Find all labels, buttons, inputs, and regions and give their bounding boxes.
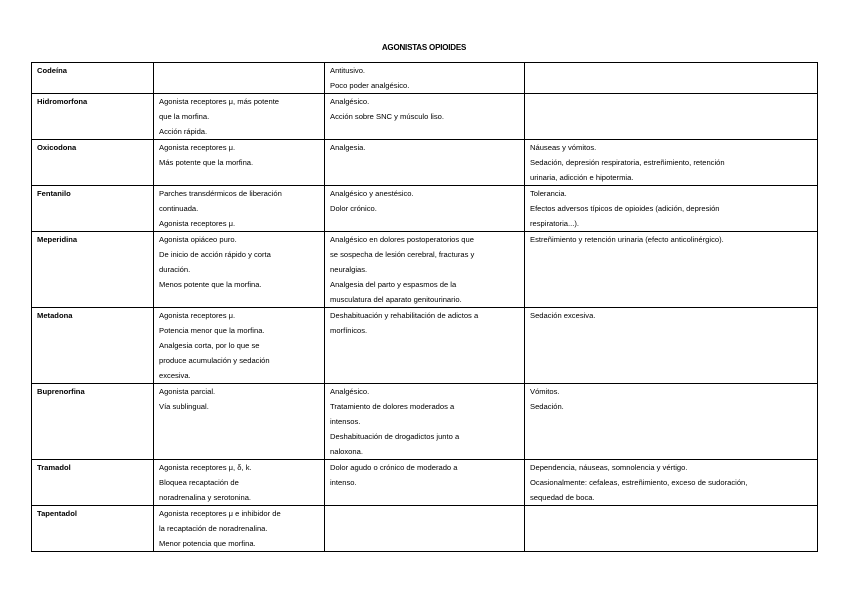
drug-name: Oxicodona: [37, 143, 77, 152]
table-row: [32, 384, 818, 460]
adverse-effects-cell: [525, 308, 818, 384]
cell-text-line: Deshabituación y rehabilitación de adictos a: [330, 311, 479, 320]
cell-text-line: Vómitos.: [530, 387, 560, 396]
cell-text-line: morfínicos.: [330, 326, 368, 335]
uses-cell: [325, 460, 525, 506]
cell-text-line: que la morfina.: [159, 112, 210, 121]
cell-text-line: Analgesia del parto y espasmos de la: [330, 280, 457, 289]
adverse-effects-cell: [525, 140, 818, 186]
cell-text-line: Analgésico en dolores postoperatorios que: [330, 235, 474, 244]
drug-name-cell: [32, 506, 154, 552]
mechanism-cell: [154, 460, 325, 506]
drug-name-cell: [32, 94, 154, 140]
uses-cell: [325, 63, 525, 94]
table-row: [32, 63, 818, 94]
cell-text-line: Bloquea recaptación de: [159, 478, 239, 487]
table-row: [32, 506, 818, 552]
mechanism-cell: [154, 63, 325, 94]
cell-text-line: Agonista receptores μ.: [159, 143, 236, 152]
cell-text-line: Acción rápida.: [159, 127, 208, 136]
document-title: AGONISTAS OPIOIDES: [381, 43, 467, 52]
uses-cell: [325, 506, 525, 552]
cell-text-line: Menos potente que la morfina.: [159, 280, 262, 289]
cell-text-line: duración.: [159, 265, 191, 274]
adverse-effects-cell: [525, 460, 818, 506]
drug-name-cell: [32, 140, 154, 186]
cell-text-line: Tolerancia.: [530, 189, 567, 198]
cell-text-line: musculatura del aparato genitourinario.: [330, 295, 462, 304]
cell-text-line: Efectos adversos típicos de opioides (adición, depresión: [530, 204, 720, 213]
adverse-effects-cell: [525, 232, 818, 308]
mechanism-cell: [154, 506, 325, 552]
table-row: [32, 232, 818, 308]
cell-text-line: Acción sobre SNC y músculo liso.: [330, 112, 444, 121]
drug-name: Metadona: [37, 311, 73, 320]
adverse-effects-cell: [525, 94, 818, 140]
cell-text-line: Analgesia.: [330, 143, 366, 152]
cell-text-line: Agonista receptores μ, δ, k.: [159, 463, 252, 472]
cell-text-line: la recaptación de noradrenalina.: [159, 524, 268, 533]
mechanism-cell: [154, 384, 325, 460]
cell-text-line: Tratamiento de dolores moderados a: [330, 402, 455, 411]
cell-text-line: Agonista opiáceo puro.: [159, 235, 237, 244]
drug-name-cell: [32, 460, 154, 506]
cell-text-line: Deshabituación de drogadictos junto a: [330, 432, 460, 441]
cell-text-line: Dependencia, náuseas, somnolencia y vértigo.: [530, 463, 688, 472]
cell-text-line: Agonista receptores μ.: [159, 311, 236, 320]
drug-name: Hidromorfona: [37, 97, 88, 106]
opioid-agonists-table: [31, 62, 818, 552]
uses-cell: [325, 186, 525, 232]
mechanism-cell: [154, 308, 325, 384]
mechanism-cell: [154, 186, 325, 232]
uses-cell: [325, 308, 525, 384]
drug-name-cell: [32, 186, 154, 232]
adverse-effects-cell: [525, 186, 818, 232]
drug-name: Fentanilo: [37, 189, 71, 198]
cell-text-line: Menor potencia que morfina.: [159, 539, 256, 548]
cell-text-line: intensos.: [330, 417, 361, 426]
cell-text-line: respiratoria...).: [530, 219, 579, 228]
drug-name: Codeína: [37, 66, 67, 75]
cell-text-line: Dolor crónico.: [330, 204, 377, 213]
cell-text-line: Antitusivo.: [330, 66, 366, 75]
mechanism-cell: [154, 94, 325, 140]
cell-text-line: Agonista receptores μ e inhibidor de: [159, 509, 281, 518]
table-row: [32, 94, 818, 140]
cell-text-line: Sedación excesiva.: [530, 311, 596, 320]
uses-cell: [325, 94, 525, 140]
cell-text-line: intenso.: [330, 478, 357, 487]
drug-name: Buprenorfina: [37, 387, 85, 396]
drug-name: Meperidina: [37, 235, 78, 244]
drug-name: Tapentadol: [37, 509, 77, 518]
cell-text-line: Potencia menor que la morfina.: [159, 326, 265, 335]
cell-text-line: Analgésico.: [330, 387, 370, 396]
adverse-effects-cell: [525, 384, 818, 460]
uses-cell: [325, 140, 525, 186]
cell-text-line: produce acumulación y sedación: [159, 356, 270, 365]
uses-cell: [325, 232, 525, 308]
drug-name: Tramadol: [37, 463, 71, 472]
cell-text-line: Sedación.: [530, 402, 564, 411]
cell-text-line: Dolor agudo o crónico de moderado a: [330, 463, 458, 472]
cell-text-line: Más potente que la morfina.: [159, 158, 254, 167]
table-row: [32, 460, 818, 506]
cell-text-line: Ocasionalmente: cefaleas, estreñimiento, exceso de sudoración,: [530, 478, 748, 487]
cell-text-line: Estreñimiento y retención urinaria (efecto anticolinérgico).: [530, 235, 724, 244]
cell-text-line: Poco poder analgésico.: [330, 81, 410, 90]
drug-name-cell: [32, 63, 154, 94]
adverse-effects-cell: [525, 506, 818, 552]
cell-text-line: sequedad de boca.: [530, 493, 595, 502]
cell-text-line: naloxona.: [330, 447, 363, 456]
cell-text-line: Náuseas y vómitos.: [530, 143, 597, 152]
mechanism-cell: [154, 140, 325, 186]
cell-text-line: Agonista receptores μ, más potente: [159, 97, 280, 106]
cell-text-line: Vía sublingual.: [159, 402, 209, 411]
cell-text-line: se sospecha de lesión cerebral, fracturas y: [330, 250, 475, 259]
cell-text-line: Analgésico.: [330, 97, 370, 106]
drug-name-cell: [32, 384, 154, 460]
cell-text-line: Sedación, depresión respiratoria, estreñimiento, retención: [530, 158, 725, 167]
cell-text-line: Analgésico y anestésico.: [330, 189, 414, 198]
table-row: [32, 308, 818, 384]
adverse-effects-cell: [525, 63, 818, 94]
cell-text-line: Agonista receptores μ.: [159, 219, 236, 228]
cell-text-line: neuralgias.: [330, 265, 368, 274]
cell-text-line: excesiva.: [159, 371, 191, 380]
cell-text-line: urinaria, adicción e hipotermia.: [530, 173, 634, 182]
uses-cell: [325, 384, 525, 460]
table-row: [32, 140, 818, 186]
table-row: [32, 186, 818, 232]
cell-text-line: continuada.: [159, 204, 199, 213]
cell-text-line: Agonista parcial.: [159, 387, 216, 396]
mechanism-cell: [154, 232, 325, 308]
drug-name-cell: [32, 308, 154, 384]
table-body: [32, 63, 818, 552]
drug-name-cell: [32, 232, 154, 308]
cell-text-line: Parches transdérmicos de liberación: [159, 189, 282, 198]
cell-text-line: Analgesia corta, por lo que se: [159, 341, 260, 350]
cell-text-line: De inicio de acción rápido y corta: [159, 250, 271, 259]
cell-text-line: noradrenalina y serotonina.: [159, 493, 252, 502]
